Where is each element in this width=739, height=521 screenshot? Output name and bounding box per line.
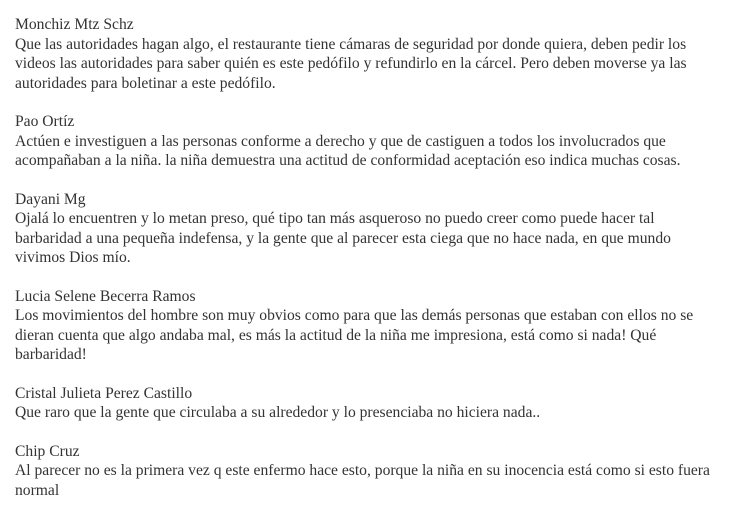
comment-text: Ojalá lo encuentren y lo metan preso, qué tipo tan más asqueroso no puedo creer como puede hacer tal barbaridad a una pequeña indefensa, y la gente que al parecer esta ciega que no hace nada, en que mundo vivimos Dios mío. — [15, 210, 671, 266]
comment-text: Al parecer no es la primera vez q este enfermo hace esto, porque la niña en su inocencia está como si esto fuera normal — [15, 462, 710, 499]
comment-author: Cristal Julieta Perez Castillo — [15, 384, 193, 402]
comment-author: Monchiz Mtz Schz — [15, 16, 134, 33]
comment-author: Pao Ortíz — [15, 113, 75, 130]
comment-author: Lucia Selene Becerra Ramos — [15, 287, 196, 305]
comment-text: Los movimientos del hombre son muy obvios como para que las demás personas que estaban con ellos no se dieran cuenta que algo andaba mal, es más la actitud de la niña me impresiona, está como si nada! Qué barbaridad! — [15, 307, 694, 363]
comment-list — [15, 15, 715, 519]
comment — [15, 112, 715, 171]
comment — [15, 190, 715, 268]
comment-author: Chip Cruz — [15, 442, 80, 460]
comment-author: Dayani Mg — [15, 190, 86, 208]
comment — [15, 442, 715, 501]
comment — [15, 15, 715, 93]
comment-text: Que raro que la gente que circulaba a su alrededor y lo presenciaba no hiciera nada.. — [15, 404, 541, 421]
comment-text: Que las autoridades hagan algo, el restaurante tiene cámaras de seguridad por donde quiera, deben pedir los videos las autoridades para saber quién es este pedófilo y refundirlo en la cárcel. Pero deben moverse ya las autoridades para boletinar a este pedófilo. — [15, 35, 687, 92]
comment — [15, 287, 715, 365]
comment-text: Actúen e investiguen a las personas conforme a derecho y que de castiguen a todos los involucrados que acompañaban a la niña. la niña demuestra una actitud de conformidad aceptación eso indica muchas cosas. — [15, 132, 681, 169]
comment — [15, 384, 715, 423]
